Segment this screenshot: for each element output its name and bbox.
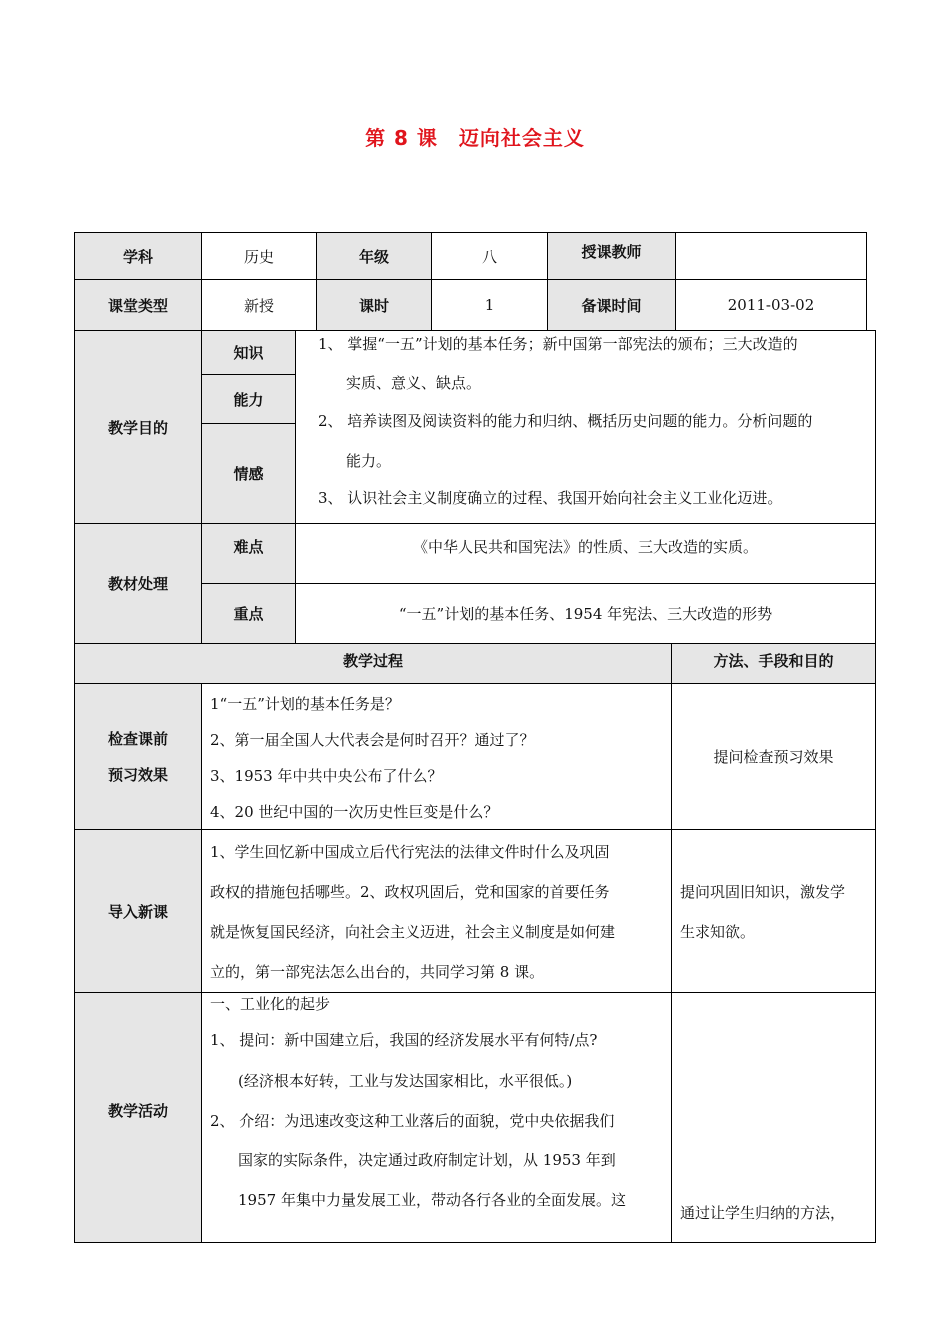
hours-value: 1 xyxy=(484,296,495,314)
text-line: 1、学生回忆新中国成立后代行宪法的法律文件时什么及巩固 xyxy=(210,843,610,861)
ability-label: 能力 xyxy=(233,390,264,409)
activities-method: 通过让学生归纳的方法， xyxy=(680,1204,846,1222)
objectives-label-cell xyxy=(74,330,202,524)
key-point-text: “一五”计划的基本任务、1954 年宪法、三大改造的形势 xyxy=(398,605,773,623)
key-point-label: 重点 xyxy=(233,605,264,623)
difficulty-label-cell xyxy=(201,523,296,584)
class-type-value-cell xyxy=(201,279,317,331)
objective-line: 1、 掌握“一五”计划的基本任务；新中国第一部宪法的颁布；三大改造的 xyxy=(318,335,798,353)
preview-check-label-line: 检查课前 xyxy=(107,729,168,748)
intro-label-cell xyxy=(74,829,202,993)
grade-label-cell xyxy=(316,232,432,280)
grade-value-cell xyxy=(431,232,548,280)
list-item: 1“一五”计划的基本任务是？ xyxy=(210,695,400,713)
process-header-label: 教学过程 xyxy=(342,652,403,670)
text-line: 政权的措施包括哪些。2、政权巩固后，党和国家的首要任务 xyxy=(210,883,610,901)
text-line: 就是恢复国民经济，向社会主义迈进，社会主义制度是如何建 xyxy=(210,923,616,941)
class-type-value: 新授 xyxy=(243,296,274,315)
list-item: 4、20 世纪中国的一次历史性巨变是什么？ xyxy=(210,803,499,821)
hours-label-cell xyxy=(316,279,432,331)
activities-label-cell xyxy=(74,992,202,1243)
hours-value-cell xyxy=(431,279,548,331)
preview-check-method-cell xyxy=(671,683,876,830)
materials-label: 教材处理 xyxy=(107,575,168,593)
activity-line: 国家的实际条件，决定通过政府制定计划，从 1953 年到 xyxy=(238,1151,616,1169)
preview-check-label-line: 预习效果 xyxy=(107,765,168,784)
emotion-label: 情感 xyxy=(233,465,264,483)
class-type-label-cell xyxy=(74,279,202,331)
difficulty-label: 难点 xyxy=(233,538,264,556)
subject-label: 学科 xyxy=(122,247,153,266)
prep-time-label-cell xyxy=(547,279,676,331)
subject-label-cell xyxy=(74,232,202,280)
hours-label: 课时 xyxy=(358,296,389,315)
objective-line: 3、 认识社会主义制度确立的过程、我国开始向社会主义工业化迈进。 xyxy=(318,489,783,507)
teacher-label-cell xyxy=(547,232,676,280)
intro-label: 导入新课 xyxy=(107,902,168,921)
preview-check-method: 提问检查预习效果 xyxy=(713,748,834,766)
ability-label-cell xyxy=(201,374,296,424)
activity-line: 1、 提问：新中国建立后，我国的经济发展水平有何特/点? xyxy=(210,1031,598,1049)
subject-value-cell xyxy=(201,232,317,280)
grade-value: 八 xyxy=(481,247,497,266)
key-point-label-cell xyxy=(201,583,296,644)
list-item: 3、1953 年中共中央公布了什么？ xyxy=(210,767,443,785)
objective-line: 能力。 xyxy=(346,452,392,470)
activity-line: 2、 介绍：为迅速改变这种工业落后的面貌，党中央依据我们 xyxy=(210,1112,615,1130)
prep-time-value-cell xyxy=(675,279,867,331)
emotion-label-cell xyxy=(201,423,296,524)
teacher-value-cell xyxy=(675,232,867,280)
objectives-label: 教学目的 xyxy=(107,418,168,437)
knowledge-label: 知识 xyxy=(233,344,264,362)
materials-label-cell xyxy=(74,523,202,644)
intro-content xyxy=(210,832,615,992)
text-line: 立的，第一部宪法怎么出台的，共同学习第 8 课。 xyxy=(210,963,545,981)
objective-line: 2、 培养读图及阅读资料的能力和归纳、概括历史问题的能力。分析问题的 xyxy=(318,412,813,430)
activity-line: 1957 年集中力量发展工业，带动各行各业的全面发展。这 xyxy=(238,1191,626,1209)
method-line: 生求知欲。 xyxy=(680,923,756,941)
prep-time-value: 2011-03-02 xyxy=(727,296,815,314)
list-item: 2、第一届全国人大代表会是何时召开？通过了？ xyxy=(210,731,535,749)
difficulty-text: 《中华人民共和国宪法》的性质、三大改造的实质。 xyxy=(412,538,758,556)
teacher-label: 授课教师 xyxy=(581,243,642,261)
process-header-cell xyxy=(74,643,672,684)
preview-check-questions xyxy=(210,686,535,830)
difficulty-content-cell xyxy=(295,523,876,584)
method-header-label: 方法、手段和目的 xyxy=(713,652,834,670)
method-header-cell xyxy=(671,643,876,684)
class-type-label: 课堂类型 xyxy=(107,296,168,315)
subject-value: 历史 xyxy=(243,247,274,266)
grade-label: 年级 xyxy=(358,247,389,266)
knowledge-label-cell xyxy=(201,330,296,375)
intro-method xyxy=(680,872,845,952)
activity-line: 一、工业化的起步 xyxy=(210,995,331,1013)
objective-line: 实质、意义、缺点。 xyxy=(346,374,482,392)
page-title: 第 8 课 迈向社会主义 xyxy=(365,126,585,150)
preview-check-label-cell xyxy=(74,683,202,830)
activities-label: 教学活动 xyxy=(107,1102,168,1120)
key-point-content-cell xyxy=(295,583,876,644)
activity-line: (经济根本好转，工业与发达国家相比，水平很低。) xyxy=(238,1072,573,1090)
method-line: 提问巩固旧知识，激发学 xyxy=(680,883,846,901)
prep-time-label: 备课时间 xyxy=(581,296,642,315)
